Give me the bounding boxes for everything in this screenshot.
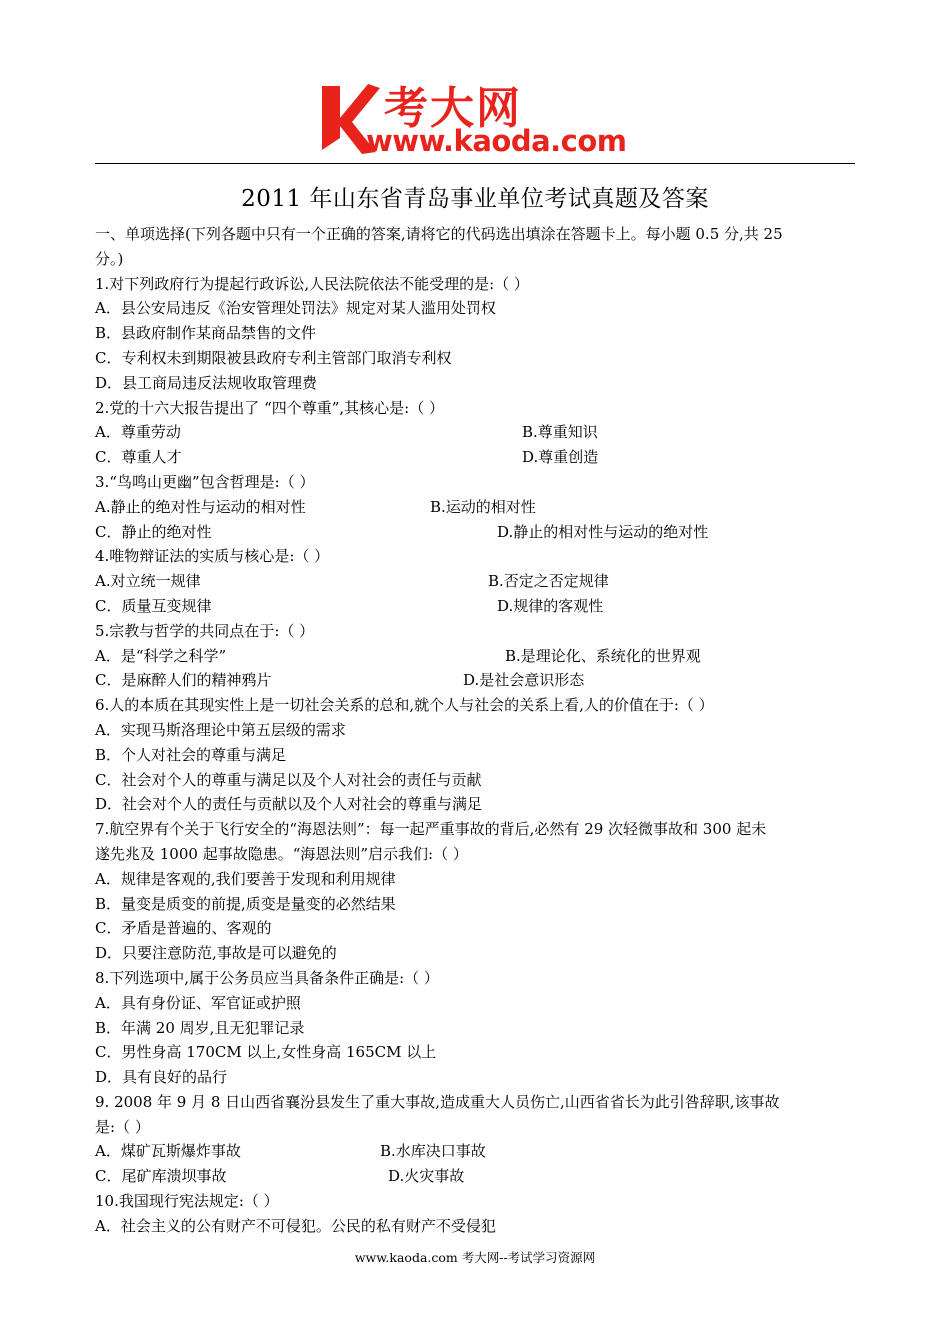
option-c: C．社会对个人的尊重与满足以及个人对社会的责任与贡献 [95,770,482,789]
option-b: B．量变是质变的前提,质变是量变的必然结果 [95,894,396,913]
option-b: B.运动的相对性 [430,497,536,516]
kaoda-logo [318,78,638,158]
logo-url: www.kaoda.com [366,124,627,158]
option-a: A.静止的绝对性与运动的相对性 [95,497,306,516]
option-c: C．尊重人才 [95,448,182,467]
option-c: C．男性身高 170CM 以上,女性身高 165CM 以上 [95,1043,437,1062]
option-b: B．年满 20 周岁,且无犯罪记录 [95,1018,305,1037]
option-a: A．是“科学之科学” [95,646,227,665]
option-b: B.是理论化、系统化的世界观 [505,646,701,665]
option-a: A．县公安局违反《治安管理处罚法》规定对某人滥用处罚权 [95,299,496,318]
option-c: C．质量互变规律 [95,596,212,615]
option-c: C．尾矿库溃坝事故 [95,1167,227,1186]
option-b: B.尊重知识 [522,423,598,442]
page-title: 2011 年山东省青岛事业单位考试真题及答案 [241,186,709,212]
question-stem: 8.下列选项中,属于公务员应当具备条件正确是:（ ） [95,968,439,987]
question-stem-cont: 遂先兆及 1000 起事故隐患。“海恩法则”启示我们:（ ） [95,844,468,863]
question-stem: 6.人的本质在其现实性上是一切社会关系的总和,就个人与社会的关系上看,人的价值在于:（ ） [95,696,714,715]
section-intro: 一、单项选择(下列各题中只有一个正确的答案,请将它的代码选出填涂在答题卡上。每小题 0.5 分,共 25 [95,225,783,243]
option-d: D.火灾事故 [388,1167,465,1186]
option-d: D．社会对个人的责任与贡献以及个人对社会的尊重与满足 [95,795,483,814]
option-c: C．静止的绝对性 [95,522,212,541]
option-a: A．具有身份证、军官证或护照 [95,993,301,1012]
option-d: D.是社会意识形态 [463,671,585,690]
option-a: A．尊重劳动 [95,423,181,442]
option-a: A．规律是客观的,我们要善于发现和利用规律 [95,869,396,888]
option-b: B．县政府制作某商品禁售的文件 [95,324,317,343]
question-stem-cont: 是:（ ） [95,1117,150,1136]
question-stem: 7.航空界有个关于飞行安全的“海恩法则”：每一起严重事故的背后,必然有 29 次轻微事故和 300 起未 [95,820,767,839]
question-stem: 2.党的十六大报告提出了 “四个尊重”,其核心是:（ ） [95,398,445,417]
question-stem: 10.我国现行宪法规定:（ ） [95,1192,279,1211]
option-d: D.静止的相对性与运动的绝对性 [497,522,709,541]
exam-content [95,222,857,1239]
option-b: B.水库决口事故 [380,1142,486,1161]
question-stem: 9. 2008 年 9 月 8 日山西省襄汾县发生了重大事故,造成重大人员伤亡,山西省省长为此引咎辞职,该事故 [95,1092,780,1111]
option-c: C．是麻醉人们的精神鸦片 [95,671,272,690]
option-a: A．煤矿瓦斯爆炸事故 [95,1142,241,1161]
option-a: A．社会主义的公有财产不可侵犯。公民的私有财产不受侵犯 [95,1216,496,1235]
question-stem: 3.“鸟鸣山更幽”包含哲理是:（ ） [95,472,315,491]
question-stem: 5.宗教与哲学的共同点在于:（ ） [95,621,315,640]
option-b: B．个人对社会的尊重与满足 [95,745,287,764]
header-divider [95,163,855,164]
option-d: D．具有良好的品行 [95,1068,228,1087]
option-d: D.规律的客观性 [497,596,604,615]
question-stem: 4.唯物辩证法的实质与核心是:（ ） [95,547,330,566]
option-d: D．只要注意防范,事故是可以避免的 [95,944,337,963]
section-intro-cont: 分。) [95,249,124,268]
page-footer: www.kaoda.com 考大网--考试学习资源网 [354,1250,596,1265]
question-stem: 1.对下列政府行为提起行政诉讼,人民法院依法不能受理的是:（ ） [95,274,529,293]
option-a: A.对立统一规律 [95,572,201,591]
option-d: D.尊重创造 [522,448,599,467]
option-c: C．专利权未到期限被县政府专利主管部门取消专利权 [95,348,452,367]
option-c: C．矛盾是普遍的、客观的 [95,919,272,938]
logo-text: 考大网 [384,83,522,134]
option-a: A．实现马斯洛理论中第五层级的需求 [95,720,346,739]
option-d: D．县工商局违反法规收取管理费 [95,373,318,392]
option-b: B.否定之否定规律 [488,572,609,591]
